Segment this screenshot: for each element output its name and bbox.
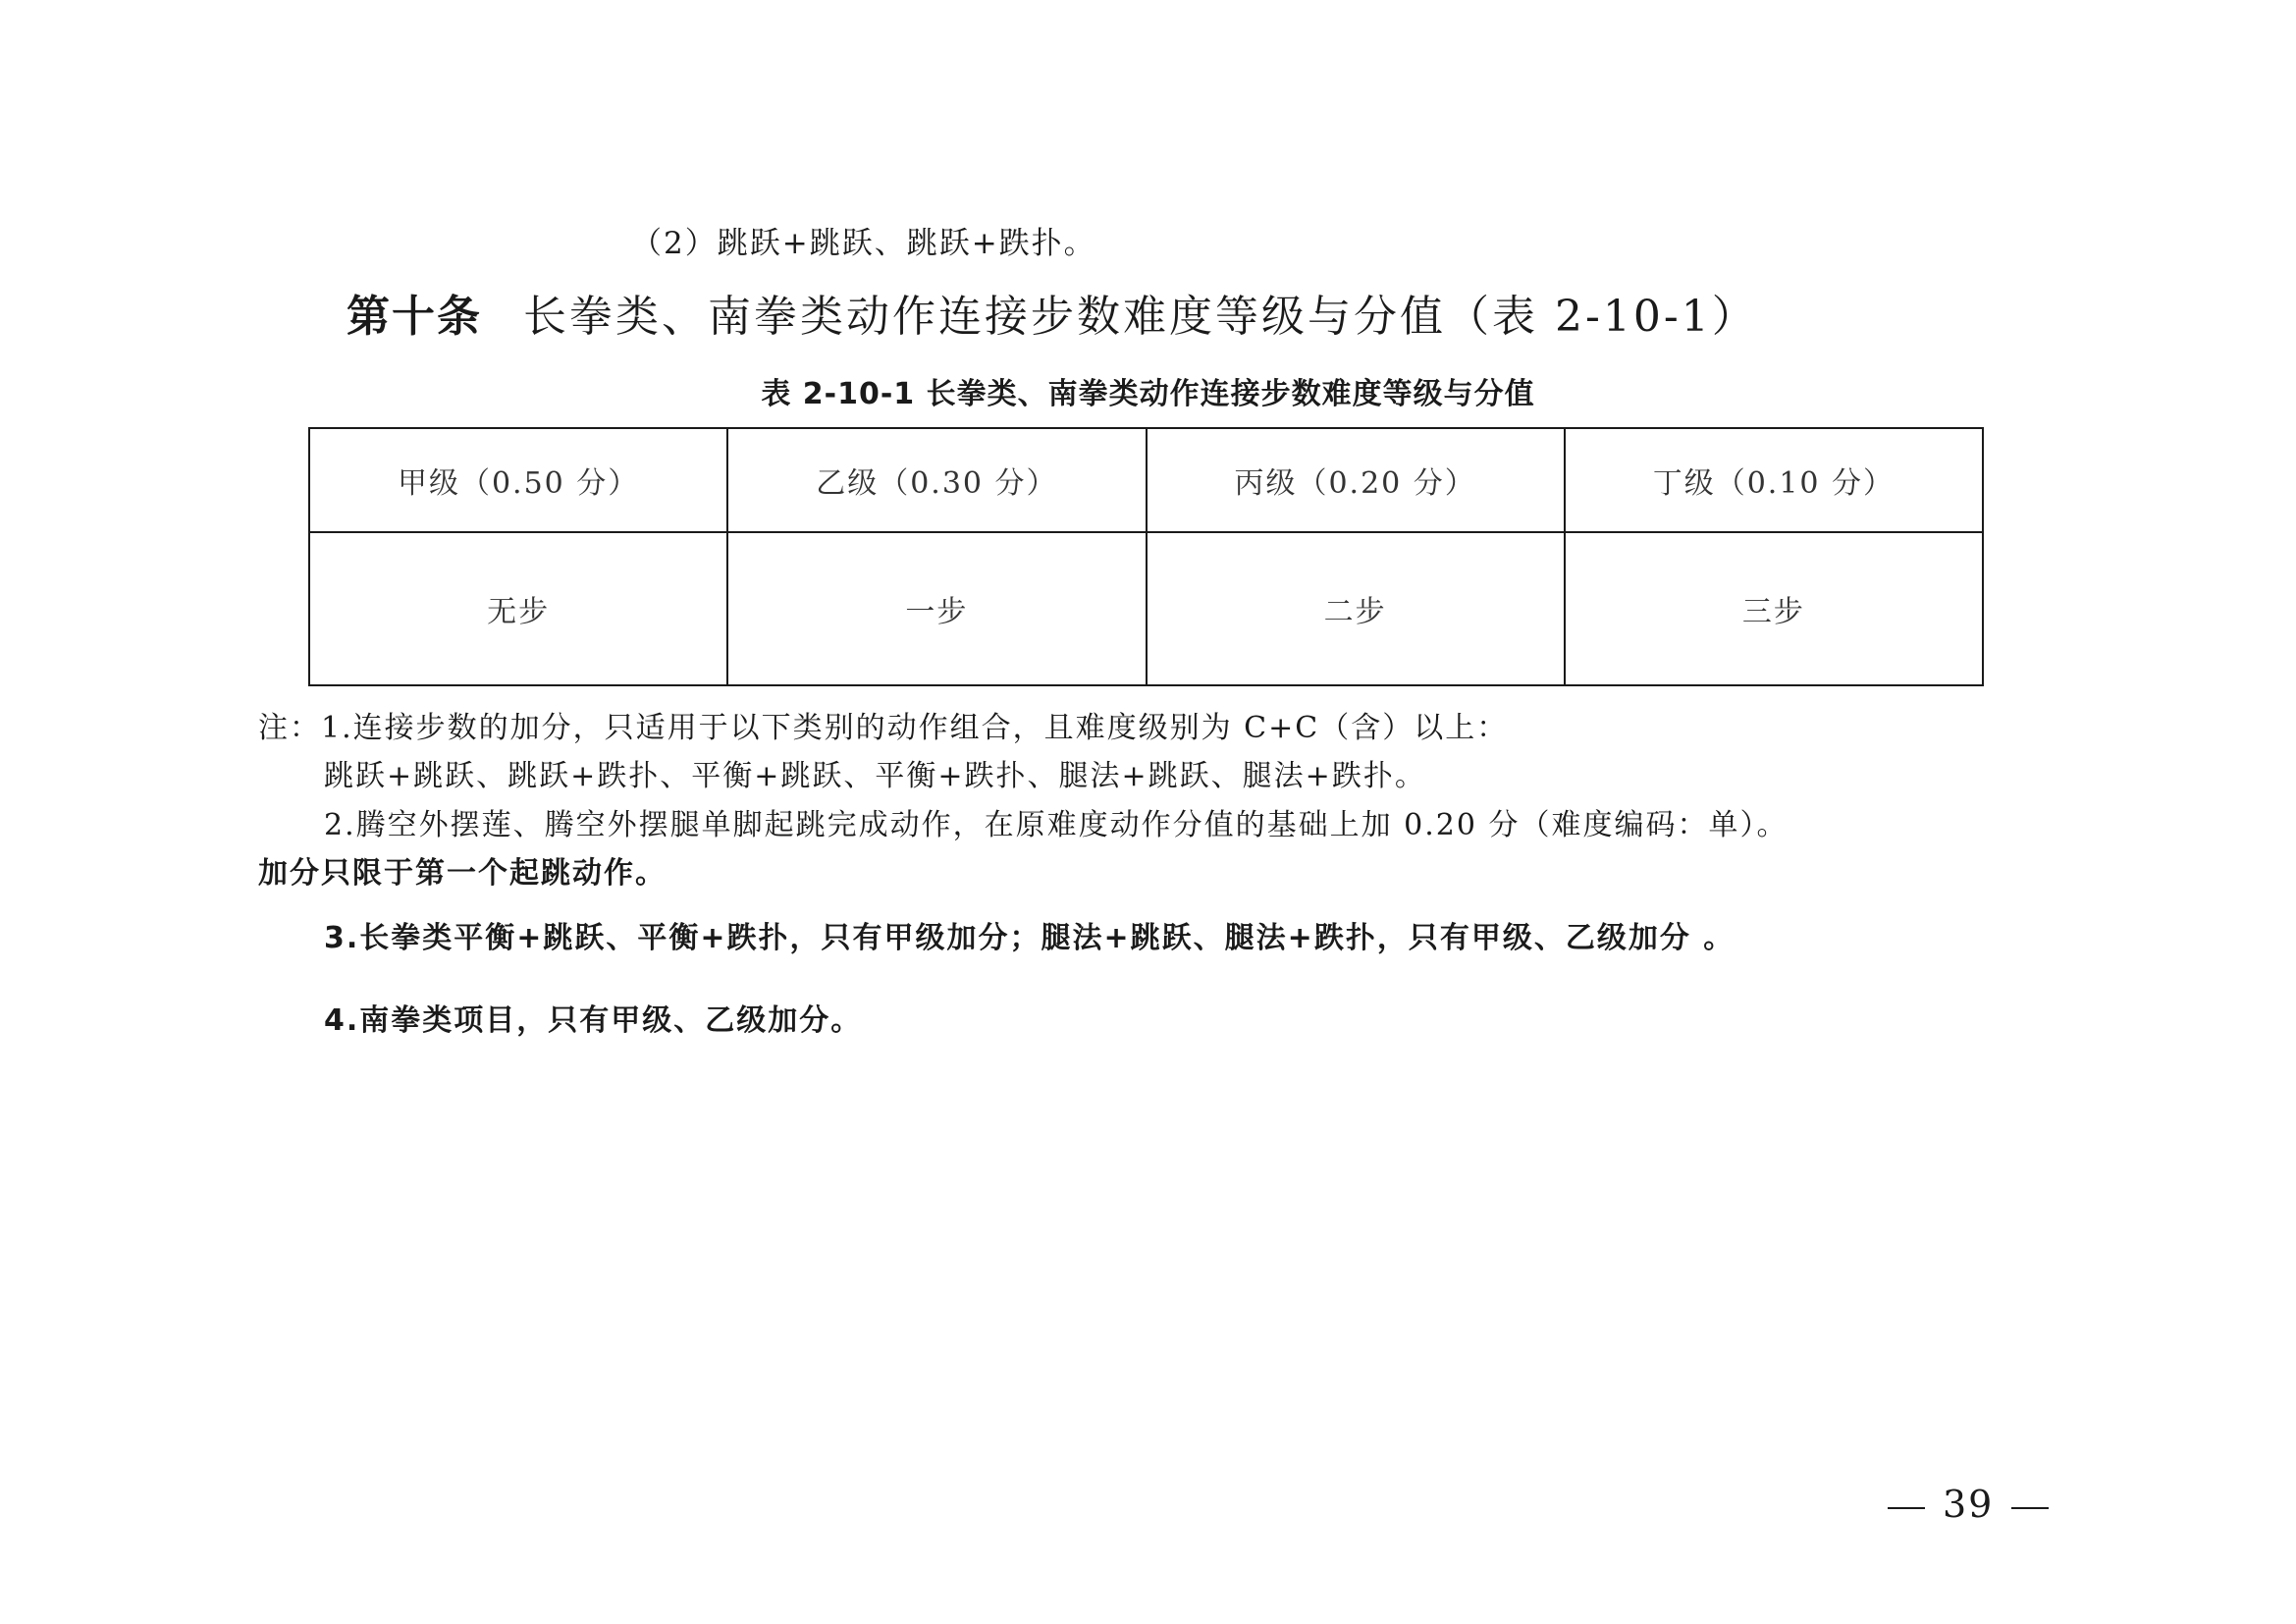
cell-grade-c-steps: 二步 [1147,532,1565,685]
note-4: 4.南拳类项目，只有甲级、乙级加分。 [324,1003,863,1038]
header-cell-grade-d: 丁级（0.10 分） [1565,428,1983,532]
header-cell-grade-b: 乙级（0.30 分） [727,428,1146,532]
dash-right [2011,1507,2049,1509]
note-1: 注：1.连接步数的加分，只适用于以下类别的动作组合，且难度级别为 C+C（含）以上： [258,711,1509,745]
note-2: 2.腾空外摆莲、腾空外摆腿单脚起跳完成动作，在原难度动作分值的基础上加 0.20 分（难度编码：单）。 [324,808,1789,842]
article-heading [347,281,1758,344]
header-cell-grade-a: 甲级（0.50 分） [309,428,727,532]
article-title: 长拳类、南拳类动作连接步数难度等级与分值（表 2-10-1） [523,292,1758,342]
header-cell-grade-c: 丙级（0.20 分） [1147,428,1565,532]
note-2-continued: 加分只限于第一个起跳动作。 [258,856,667,891]
note-3: 3.长拳类平衡+跳跃、平衡+跌扑，只有甲级加分；腿法+跳跃、腿法+跌扑，只有甲级、乙级加分 。 [324,921,1735,955]
list-item-jump-jump: （2）跳跃+跳跃、跳跃+跌扑。 [631,226,1096,261]
article-number: 第十条 [347,292,482,342]
difficulty-grade-table [308,427,1984,686]
table-row [309,532,1983,685]
dash-left [1888,1507,1925,1509]
table-header-row [309,428,1983,532]
page-number [1870,1483,2066,1526]
table-caption: 表 2-10-1 长拳类、南拳类动作连接步数难度等级与分值 [761,377,1535,411]
page-number-value: 39 [1943,1483,1995,1526]
note-1-continued: 跳跃+跳跃、跳跃+跌扑、平衡+跳跃、平衡+跌扑、腿法+跳跃、腿法+跌扑。 [324,759,1426,793]
cell-grade-d-steps: 三步 [1565,532,1983,685]
cell-grade-b-steps: 一步 [727,532,1146,685]
cell-grade-a-steps: 无步 [309,532,727,685]
